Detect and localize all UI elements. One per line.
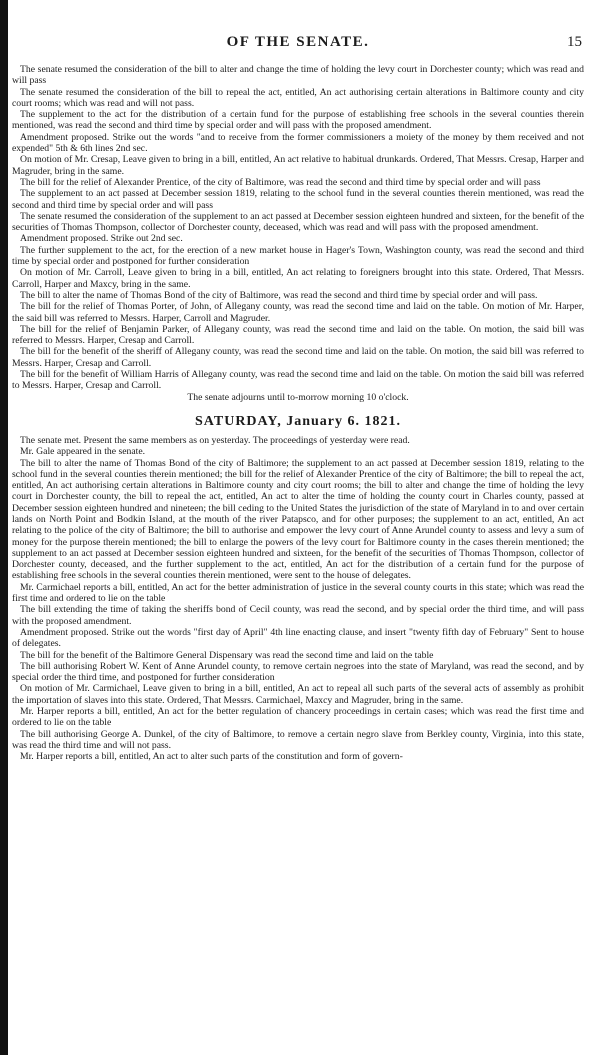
paragraph: The supplement to an act passed at December session 1819, relating to the school fund in the several counties therein mentioned, was read the second and third time by special order and will pass xyxy=(12,188,584,211)
paragraph: The bill for the benefit of the Baltimore General Dispensary was read the second time and laid on the table xyxy=(20,649,434,661)
paragraph: Amendment proposed. Strike out 2nd sec. xyxy=(20,233,183,245)
page-header xyxy=(12,30,584,64)
adjournment-line: The senate adjourns until to-morrow morning 10 o'clock. xyxy=(187,391,409,403)
paragraph: The bill for the benefit of William Harris of Allegany county, was read the second time and laid on the table. On motion the said bill was referred to Messrs. Harper, Cresap and Carroll. xyxy=(12,369,584,392)
paragraph: Mr. Carmichael reports a bill, entitled, An act for the better administration of justice in the several county courts in this state; which was read the first time and ordered to lie on the table xyxy=(12,581,584,605)
paragraph: The bill authorising George A. Dunkel, of the city of Baltimore, to remove a certain negro slave from Berkley county, Virginia, into this state, was read the third time and will not pass. xyxy=(12,728,584,751)
paragraph: Amendment proposed. Strike out the words "first day of April" 4th line enacting clause, and insert "twenty fifth day of February" Sent to house of delegates. xyxy=(12,626,584,650)
binding-edge xyxy=(0,0,8,1055)
paragraph: The senate resumed the consideration of the bill to alter and change the time of holding the levy court in Dorchester county; which was read and will pass xyxy=(12,64,584,87)
paragraph: Mr. Harper reports a bill, entitled, An act for the better regulation of chancery proceedings in certain cases; which was read the first time and ordered to lie on the table xyxy=(12,706,584,729)
paragraph: The senate resumed the consideration of the bill to repeal the act, entitled, An act authorising certain alterations in Baltimore county and city court rooms; which was read and will not pass. xyxy=(12,86,584,109)
paragraph: Mr. Gale appeared in the senate. xyxy=(20,446,146,458)
paragraph: The senate met. Present the same members as on yesterday. The proceedings of yesterday were read. xyxy=(20,434,410,446)
document-page xyxy=(12,30,584,763)
paragraph: The further supplement to the act, for the erection of a new market house in Hager's Town, Washington county, was read the second and third time by special order and postponed for further consideration xyxy=(12,244,584,268)
proceedings-friday xyxy=(12,64,584,403)
paragraph: The senate resumed the consideration of the supplement to an act passed at December session eighteen hundred and sixteen, for the benefit of the securities of Thomas Thompson, collector of Dorchester county, deceased, which was read and will pass with the proposed amendment. xyxy=(12,210,584,234)
date-heading: SATURDAY, January 6. 1821. xyxy=(195,413,401,429)
paragraph: On motion of Mr. Carroll, Leave given to bring in a bill, entitled, An act relating to foreigners brought into this state. Ordered, That Messrs. Carroll, Harper and Maxcy, bring in the same. xyxy=(12,267,584,290)
running-title: OF THE SENATE. xyxy=(226,34,370,50)
paragraph: The bill for the relief of Benjamin Parker, of Allegany county, was read the second time and laid on the table. On motion, the said bill was referred to Messrs. Harper, Cresap and Carroll. xyxy=(12,323,584,347)
paragraph: The bill to alter the name of Thomas Bond of the city of Baltimore, was read the second and third time by special order and will pass. xyxy=(20,289,538,301)
paragraph: The supplement to the act for the distribution of a certain fund for the purpose of establishing free schools in the several counties therein mentioned, was read the second and third time by special order and will pass with the proposed amendment. xyxy=(12,109,584,132)
paragraph: The bill extending the time of taking the sheriffs bond of Cecil county, was read the second, and by special order the third time, and will pass with the proposed amendment. xyxy=(12,604,584,627)
paragraph: The bill to alter the name of Thomas Bond of the city of Baltimore; the supplement to an act passed at December session 1819, relating to the school fund in the several counties therein mentioned; the bill for the relief of Alexander Prentice of the city of Baltimore; the bill to repeal the act, entitled, An act authorising certain alterations in Baltimore county and city court rooms; the bill to alter and change the time of holding the levy court in Dorchester county, the bill to repeal the act, entitled, An act to alter the time of holding the county court in Charles county, passed at December session eighteen hundred and nineteen; the bill ceding to the United States the jurisdiction of the state of Maryland in to and over certain lands on North Point and Bodkin Island, at the mouth of the river Patapsco, and for other purposes; the supplement to an act, entitled, An act relating to the police of the city of Baltimore; the bill to authorise and empower the levy court of Anne Arundel county to assess and levy a sum of money for the purpose therein mentioned; the bill to enlarge the powers of the levy court for Baltimore county in the cases therein mentioned; the supplement to an act passed at December session eighteen hundred and sixteen, for the benefit of the securities of Thomas Thompson, collector of Dorchester county, deceased, and the further supplement to the act, entitled, An act for the distribution of a certain fund for the purpose of establishing free schools in the several counties therein mentioned, were sent to the house of delegates. xyxy=(12,457,584,582)
paragraph: Mr. Harper reports a bill, entitled, An act to alter such parts of the constitution and form of govern- xyxy=(20,751,403,763)
paragraph: On motion of Mr. Cresap, Leave given to bring in a bill, entitled, An act relative to habitual drunkards. Ordered, That Messrs. Cresap, Harper and Magruder, bring in the same. xyxy=(12,154,584,177)
paragraph: The bill for the benefit of the sheriff of Allegany county, was read the second time and laid on the table. On motion, the said bill was referred to Messrs. Harper, Cresap and Carroll. xyxy=(12,346,584,369)
paragraph: The bill authorising Robert W. Kent of Anne Arundel county, to remove certain negroes into the state of Maryland, was read the second, and by special order the third time, and postponed for further consideration xyxy=(12,660,584,684)
proceedings-saturday xyxy=(12,435,584,763)
paragraph: The bill for the relief of Alexander Prentice, of the city of Baltimore, was read the second and third time by special order and will pass xyxy=(20,176,541,188)
paragraph: Amendment proposed. Strike out the words "and to receive from the former commissioners a moiety of the money by them received and not expended" 5th & 6th lines 2nd sec. xyxy=(12,131,584,155)
paragraph: On motion of Mr. Carmichael, Leave given to bring in a bill, entitled, An act to repeal all such parts of the several acts of assembly as prohibit the importation of slaves into this state. Ordered, That Messrs. Carmichael, Maxcy and Magruder, bring in the same. xyxy=(12,683,584,706)
paragraph: The bill for the relief of Thomas Porter, of John, of Allegany county, was read the second time and laid on the table. On motion of Mr. Harper, the said bill was referred to Messrs. Harper, Carroll and Magruder. xyxy=(12,301,584,324)
page-number: 15 xyxy=(567,34,582,50)
